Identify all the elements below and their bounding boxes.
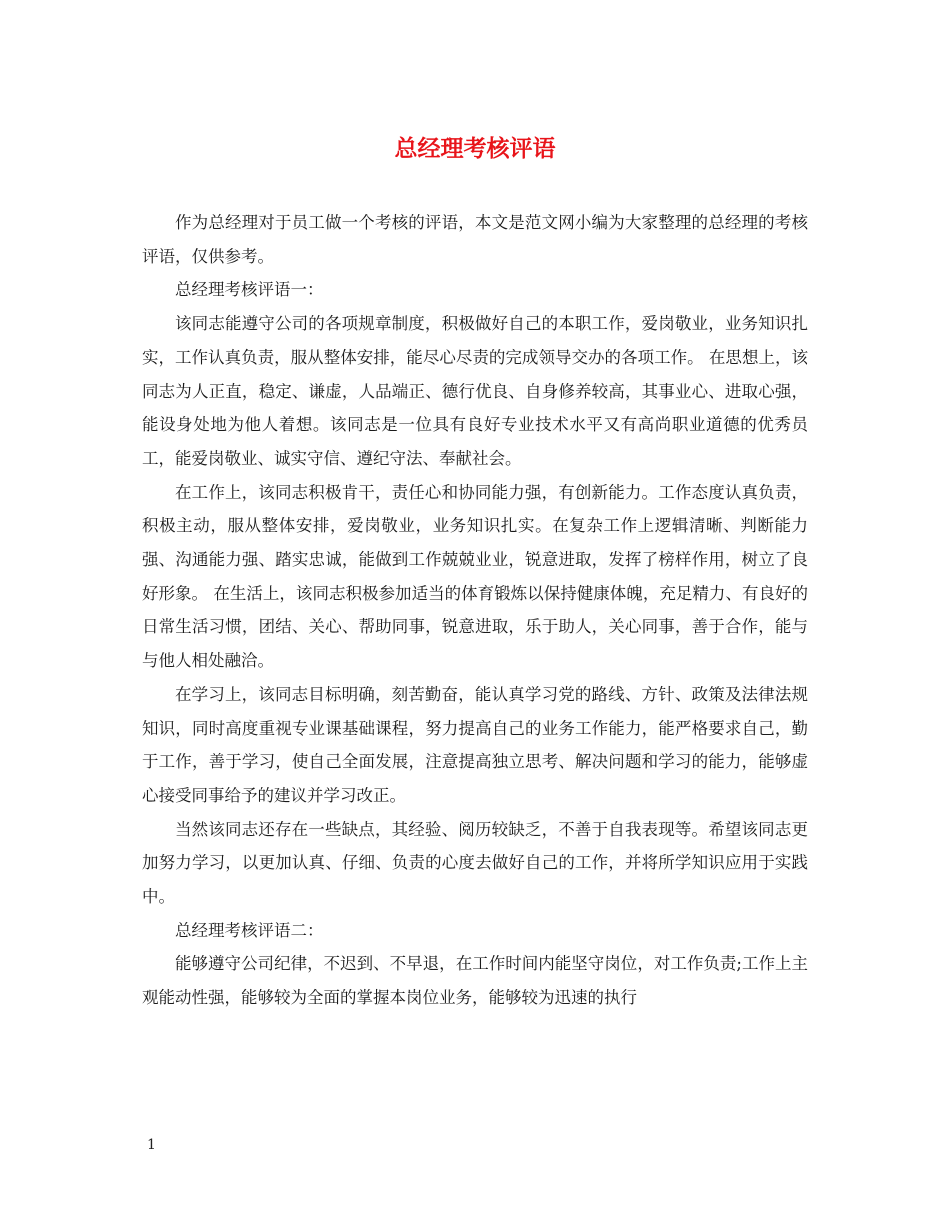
document-title: 总经理考核评语: [394, 135, 556, 162]
page-number: 1: [147, 1137, 156, 1153]
section-heading-two: 总经理考核评语二：: [175, 920, 324, 940]
paragraph: 在学习上，该同志目标明确，刻苦勤奋，能认真学习党的路线、方针、政策及法律法规知识，同时高度重视专业课基础课程，努力提高自己的业务工作能力，能严格要求自己，勤于工作，善于学习，使自己全面发展，注意提高独立思考、解决问题和学习的能力，能够虚心接受同事给予的建议并学习改正。: [142, 684, 808, 805]
paragraph: 能够遵守公司纪律，不迟到、不早退，在工作时间内能坚守岗位，对工作负责;工作上主观能动性强，能够较为全面的掌握本岗位业务，能够较为迅速的执行: [142, 954, 808, 1008]
paragraph: 该同志能遵守公司的各项规章制度，积极做好自己的本职工作，爱岗敬业，业务知识扎实，工作认真负责，服从整体安排，能尽心尽责的完成领导交办的各项工作。 在思想上，该同志为人正直，稳定、谦虚，人品端正、德行优良、自身修养较高，其事业心、进取心强，能设身处地为他人着想。该同志是一位具有良好专业技术水平又有高尚职业道德的优秀员工，能爱岗敬业、诚实守信、遵纪守法、奉献社会。: [142, 314, 808, 468]
paragraph-intro: 作为总经理对于员工做一个考核的评语，本文是范文网小编为大家整理的总经理的考核评语，仅供参考。: [142, 213, 808, 266]
document-body: [142, 206, 808, 1015]
section-heading-one: 总经理考核评语一：: [175, 280, 324, 300]
paragraph: 在工作上，该同志积极肯干，责任心和协同能力强，有创新能力。工作态度认真负责，积极主动，服从整体安排，爱岗敬业，业务知识扎实。在复杂工作上逻辑清晰、判断能力强、沟通能力强、踏实忠诚，能做到工作兢兢业业，锐意进取，发挥了榜样作用，树立了良好形象。 在生活上，该同志积极参加适当的体育锻炼以保持健康体魄，充足精力、有良好的日常生活习惯，团结、关心、帮助同事，锐意进取，乐于助人，关心同事，善于合作，能与与他人相处融洽。: [142, 482, 808, 671]
paragraph: 当然该同志还存在一些缺点，其经验、阅历较缺乏，不善于自我表现等。希望该同志更加努力学习，以更加认真、仔细、负责的心度去做好自己的工作，并将所学知识应用于实践中。: [142, 819, 808, 907]
